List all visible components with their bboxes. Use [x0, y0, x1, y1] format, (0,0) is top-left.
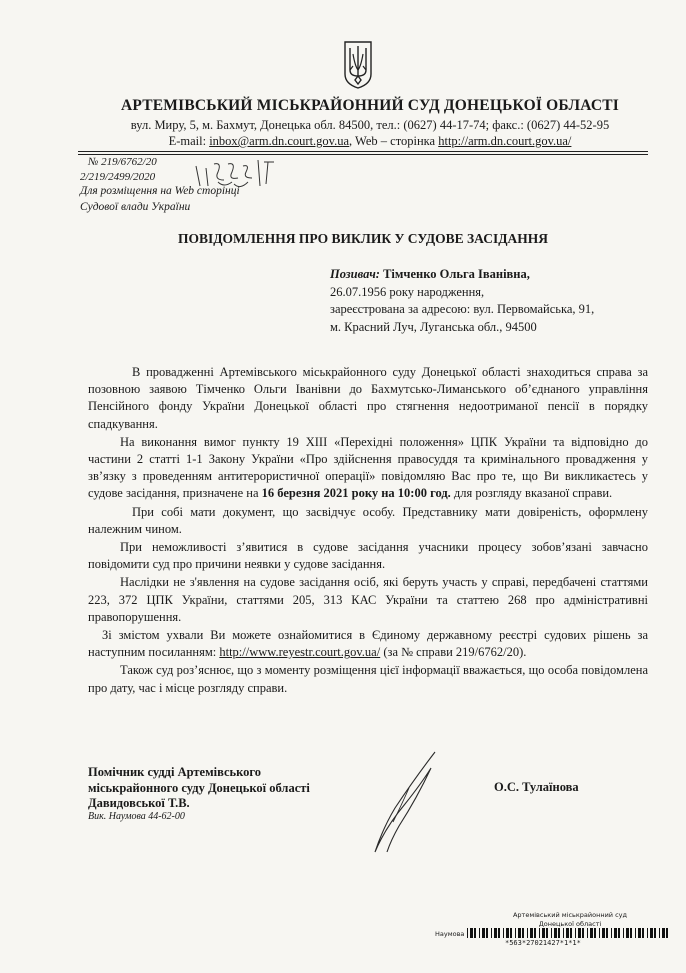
footer-court-line2: Донецької області	[538, 920, 602, 928]
addressee-block	[330, 266, 650, 336]
header-divider-thin	[78, 154, 648, 155]
trident-emblem-icon	[343, 40, 373, 90]
web-label: , Web – сторінка	[349, 134, 439, 148]
barcode-number: *563*27021427*1*1*	[505, 939, 581, 947]
footer-court-line1: Артемівський міськрайонний суд	[512, 911, 628, 919]
handwritten-signature	[365, 748, 445, 858]
paragraph-summons	[88, 434, 648, 503]
plaintiff-label: Позивач:	[330, 267, 380, 281]
footer-user: Наумова	[435, 930, 465, 938]
registry-text: Зі змістом ухвали Ви можете ознайомитися в Єдиному державному реєстрі судових рішень за наступним посиланням:	[88, 628, 648, 660]
email-label: E-mail:	[168, 134, 210, 148]
placement-note-line1: Для розміщення на Web сторінці	[80, 185, 240, 197]
web-link[interactable]: http://arm.dn.court.gov.ua/	[438, 134, 572, 148]
executor-note: Вик. Наумова 44-62-00	[88, 811, 185, 822]
case-number: № 219/6762/20	[88, 156, 157, 168]
registry-end: (за № справи 219/6762/20).	[380, 645, 527, 660]
header-divider	[78, 151, 648, 152]
plaintiff-birth: 26.07.1956 року народження,	[330, 284, 485, 299]
signatory-line1: Помічник судді Артемівського	[88, 765, 262, 779]
plaintiff-address-line2: м. Красний Луч, Луганська обл., 94500	[330, 319, 537, 334]
paragraph-absence: При неможливості з’явитися в судове засідання учасники процесу зобов’язані завчасно повідомити суд про причини неявки у судове засідання.	[88, 540, 648, 572]
signatory-block	[88, 765, 310, 812]
plaintiff-name: Тімченко Ольга Іванівна,	[379, 267, 530, 281]
signer-name: О.С. Тулаїнова	[494, 780, 579, 794]
notice-title: ПОВІДОМЛЕННЯ ПРО ВИКЛИК У СУДОВЕ ЗАСІДАННЯ	[177, 231, 549, 246]
hearing-date: 16 березня 2021 року на 10:00 год.	[261, 486, 451, 501]
paragraph-case-description: В провадженні Артемівського міськрайонного суду Донецької області знаходиться справа за позовною заявою Тімченко Ольги Іванівни до Бахмутсько-Лиманського об’єднаного управління Пенсійного фонду України Донецької області про стягнення недоотриманої пенсії в порядку спадкування.	[88, 365, 648, 431]
registry-link[interactable]: http://www.reyestr.court.gov.ua/	[219, 645, 381, 660]
court-name-heading: АРТЕМІВСЬКИЙ МІСЬКРАЙОННИЙ СУД ДОНЕЦЬКОЇ ОБЛАСТІ	[120, 97, 620, 114]
paragraph-registry	[88, 627, 648, 661]
document-barcode	[467, 928, 670, 938]
notice-body	[88, 364, 648, 698]
court-contacts	[80, 134, 660, 149]
footer-court-name	[470, 911, 670, 929]
court-address: вул. Миру, 5, м. Бахмут, Донецька обл. 84500, тел.: (0627) 44-17-74; факс.: (0627) 44-52-95	[130, 118, 610, 132]
summons-text: На виконання вимог пункту 19 ХІІІ «Перехідні положення» ЦПК України та відповідно до частини 2 статті 1-1 Закону України «Про здійснення правосуддя та кримінального провадження у зв’язку з проведенням антитерористичної операції» повідомляю Вас про те, що Ви викликаєтесь у судове засідання, призначене на	[88, 434, 648, 501]
paragraph-notification: Також суд роз’яснює, що з моменту розміщення цієї інформації вважається, що особа повідомлена про дату, час і місце розгляду справи.	[88, 663, 648, 695]
summons-end: для розгляду вказаної справи.	[450, 486, 613, 501]
signatory-line3: Давидовської Т.В.	[88, 796, 190, 810]
paragraph-consequences: Наслідки не з'явлення на судове засідання осіб, які беруть участь у справі, передбачені статтями 223, 372 ЦПК України, статтями 205, 313 КАС України та статтею 268 про адміністративні правопорушення.	[88, 575, 648, 624]
email-link[interactable]: inbox@arm.dn.court.gov.ua	[209, 134, 350, 148]
placement-note-line2: Судової влади України	[80, 201, 191, 213]
handwritten-registration-stamp	[188, 156, 288, 192]
paragraph-documents: При собі мати документ, що засвідчує особу. Представнику мати довіреність, оформлену належним чином.	[88, 504, 648, 536]
proceeding-number: 2/219/2499/2020	[80, 171, 156, 183]
signatory-line2: міськрайонного суду Донецької області	[88, 780, 310, 795]
plaintiff-address-line1: зареєстрована за адресою: вул. Первомайська, 91,	[330, 302, 595, 316]
